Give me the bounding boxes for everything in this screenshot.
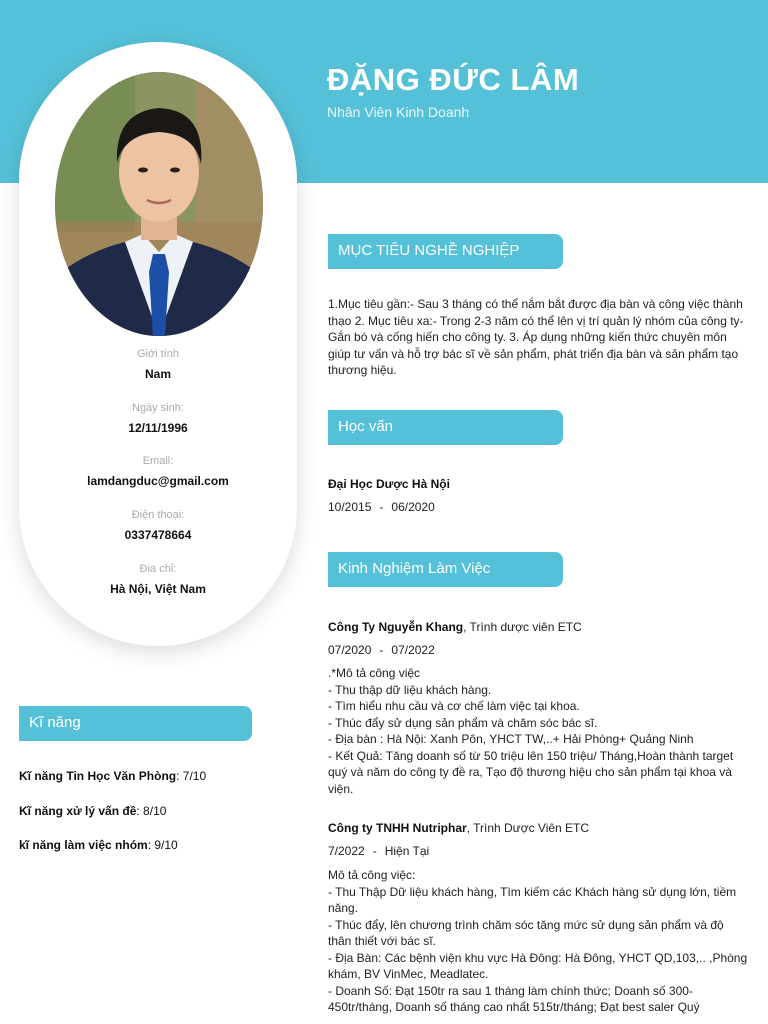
profile-photo bbox=[55, 72, 263, 336]
objective-heading: MỤC TIÊU NGHỀ NGHIỆP bbox=[328, 234, 563, 269]
job-description: Mô tả công việc: - Thu Thập Dữ liệu khách hàng, Tìm kiếm các Khách hàng sử dụng lớn, tiềm năng. - Thúc đẩy, lên chương trình chăm sóc tăng mức sử dụng sản phẩm và độ thân thiết với bác sĩ. - Địa Bàn: Các bệnh viện khu vực Hà Đông: Hà Đông, YHCT QD,103,.. ,Phòng khám, BV VinMec, Meadlatec. - Doanh Số: Đạt 150tr ra sau 1 tháng làm chính thức; Doanh số 300-450tr/tháng, Doanh số tháng cao nhất 515tr/tháng; Đạt best saler Quý bbox=[328, 868, 748, 1014]
address-block bbox=[19, 563, 297, 596]
candidate-name: ĐẶNG ĐỨC LÂM bbox=[327, 62, 580, 97]
education-heading: Học vấn bbox=[328, 410, 563, 445]
experience-heading: Kinh Nghiệm Làm Việc bbox=[328, 552, 563, 587]
job-company: Công ty TNHH Nutriphar bbox=[328, 821, 467, 835]
date-separator: - bbox=[379, 643, 384, 657]
job-end: 07/2022 bbox=[391, 643, 435, 657]
address-value: Hà Nội, Việt Nam bbox=[110, 582, 206, 596]
job-start: 7/2022 bbox=[328, 844, 365, 858]
education-start: 10/2015 bbox=[328, 500, 372, 514]
email-block bbox=[19, 455, 297, 488]
job-position: , Trình dược viên ETC bbox=[463, 620, 582, 634]
skill-item bbox=[19, 838, 178, 852]
job-description: .*Mô tả công việc - Thu thập dữ liệu khách hàng. - Tìm hiểu nhu cầu và cơ chế làm việc tại khoa. - Thúc đẩy sử dụng sản phẩm và chăm sóc bác sĩ. - Địa bàn : Hà Nội: Xanh Pôn, YHCT TW,..+ Hải Phòng+ Quảng Ninh - Kết Quả: Tăng doanh số từ 50 triệu lên 150 triệu/ Tháng,Hoàn thành target quý và năm do công ty đề ra, Tạo độ thương hiệu cho sản phẩm tại khoa và viện. bbox=[328, 666, 734, 796]
dob-value: 12/11/1996 bbox=[128, 421, 188, 435]
dob-block bbox=[19, 402, 297, 435]
job-start: 07/2020 bbox=[328, 643, 372, 657]
job-company: Công Ty Nguyễn Khang bbox=[328, 620, 464, 634]
skill-item bbox=[19, 769, 206, 783]
job-title-line bbox=[328, 820, 748, 837]
skill-score: : 9/10 bbox=[147, 838, 178, 852]
job-dates bbox=[328, 643, 435, 657]
school-name: Đại Học Dược Hà Nội bbox=[328, 477, 450, 491]
gender-block bbox=[19, 348, 297, 381]
skill-name: Kĩ năng Tin Học Văn Phòng bbox=[19, 769, 177, 783]
phone-block bbox=[19, 509, 297, 542]
email-value: lamdangduc@gmail.com bbox=[87, 474, 229, 488]
objective-text: 1.Mục tiêu gần:- Sau 3 tháng có thể nắm bắt được địa bàn và công việc thành thạo 2. Mục tiêu xa:- Trong 2-3 năm có thể lên vị trí quản lý nhóm của công ty- Gắn bó và cống hiến cho công ty. 3. Áp dụng những kiến thức chuyên môn giúp tư vấn và hỗ trợ bác sĩ về sản phẩm, phát triển địa bàn và sản phẩm tạo thương hiệu. bbox=[328, 297, 744, 377]
job-dates bbox=[328, 844, 429, 858]
portrait-illustration bbox=[55, 72, 263, 336]
education-dates bbox=[328, 500, 435, 514]
gender-label: Giới tính bbox=[136, 348, 180, 360]
skill-score: : 7/10 bbox=[176, 769, 207, 783]
job-title-line bbox=[328, 619, 748, 636]
skill-name: kĩ năng làm việc nhóm bbox=[19, 838, 148, 852]
skill-item bbox=[19, 804, 166, 818]
job-end: Hiện Tại bbox=[384, 844, 430, 858]
date-separator: - bbox=[372, 844, 377, 858]
phone-label: Điện thoại: bbox=[131, 509, 185, 521]
dob-label: Ngày sinh: bbox=[132, 402, 184, 414]
phone-value: 0337478664 bbox=[124, 528, 192, 542]
gender-value: Nam bbox=[144, 367, 171, 381]
date-separator: - bbox=[379, 500, 384, 514]
address-label: Địa chỉ: bbox=[139, 563, 177, 575]
skill-score: : 8/10 bbox=[136, 804, 167, 818]
candidate-role: Nhân Viên Kinh Doanh bbox=[327, 104, 470, 120]
skills-heading: Kĩ năng bbox=[19, 706, 252, 741]
email-label: Email: bbox=[142, 455, 174, 467]
job-position: , Trình Dược Viên ETC bbox=[466, 821, 590, 835]
education-end: 06/2020 bbox=[391, 500, 435, 514]
skill-name: Kĩ năng xử lý vấn đề bbox=[19, 804, 137, 818]
